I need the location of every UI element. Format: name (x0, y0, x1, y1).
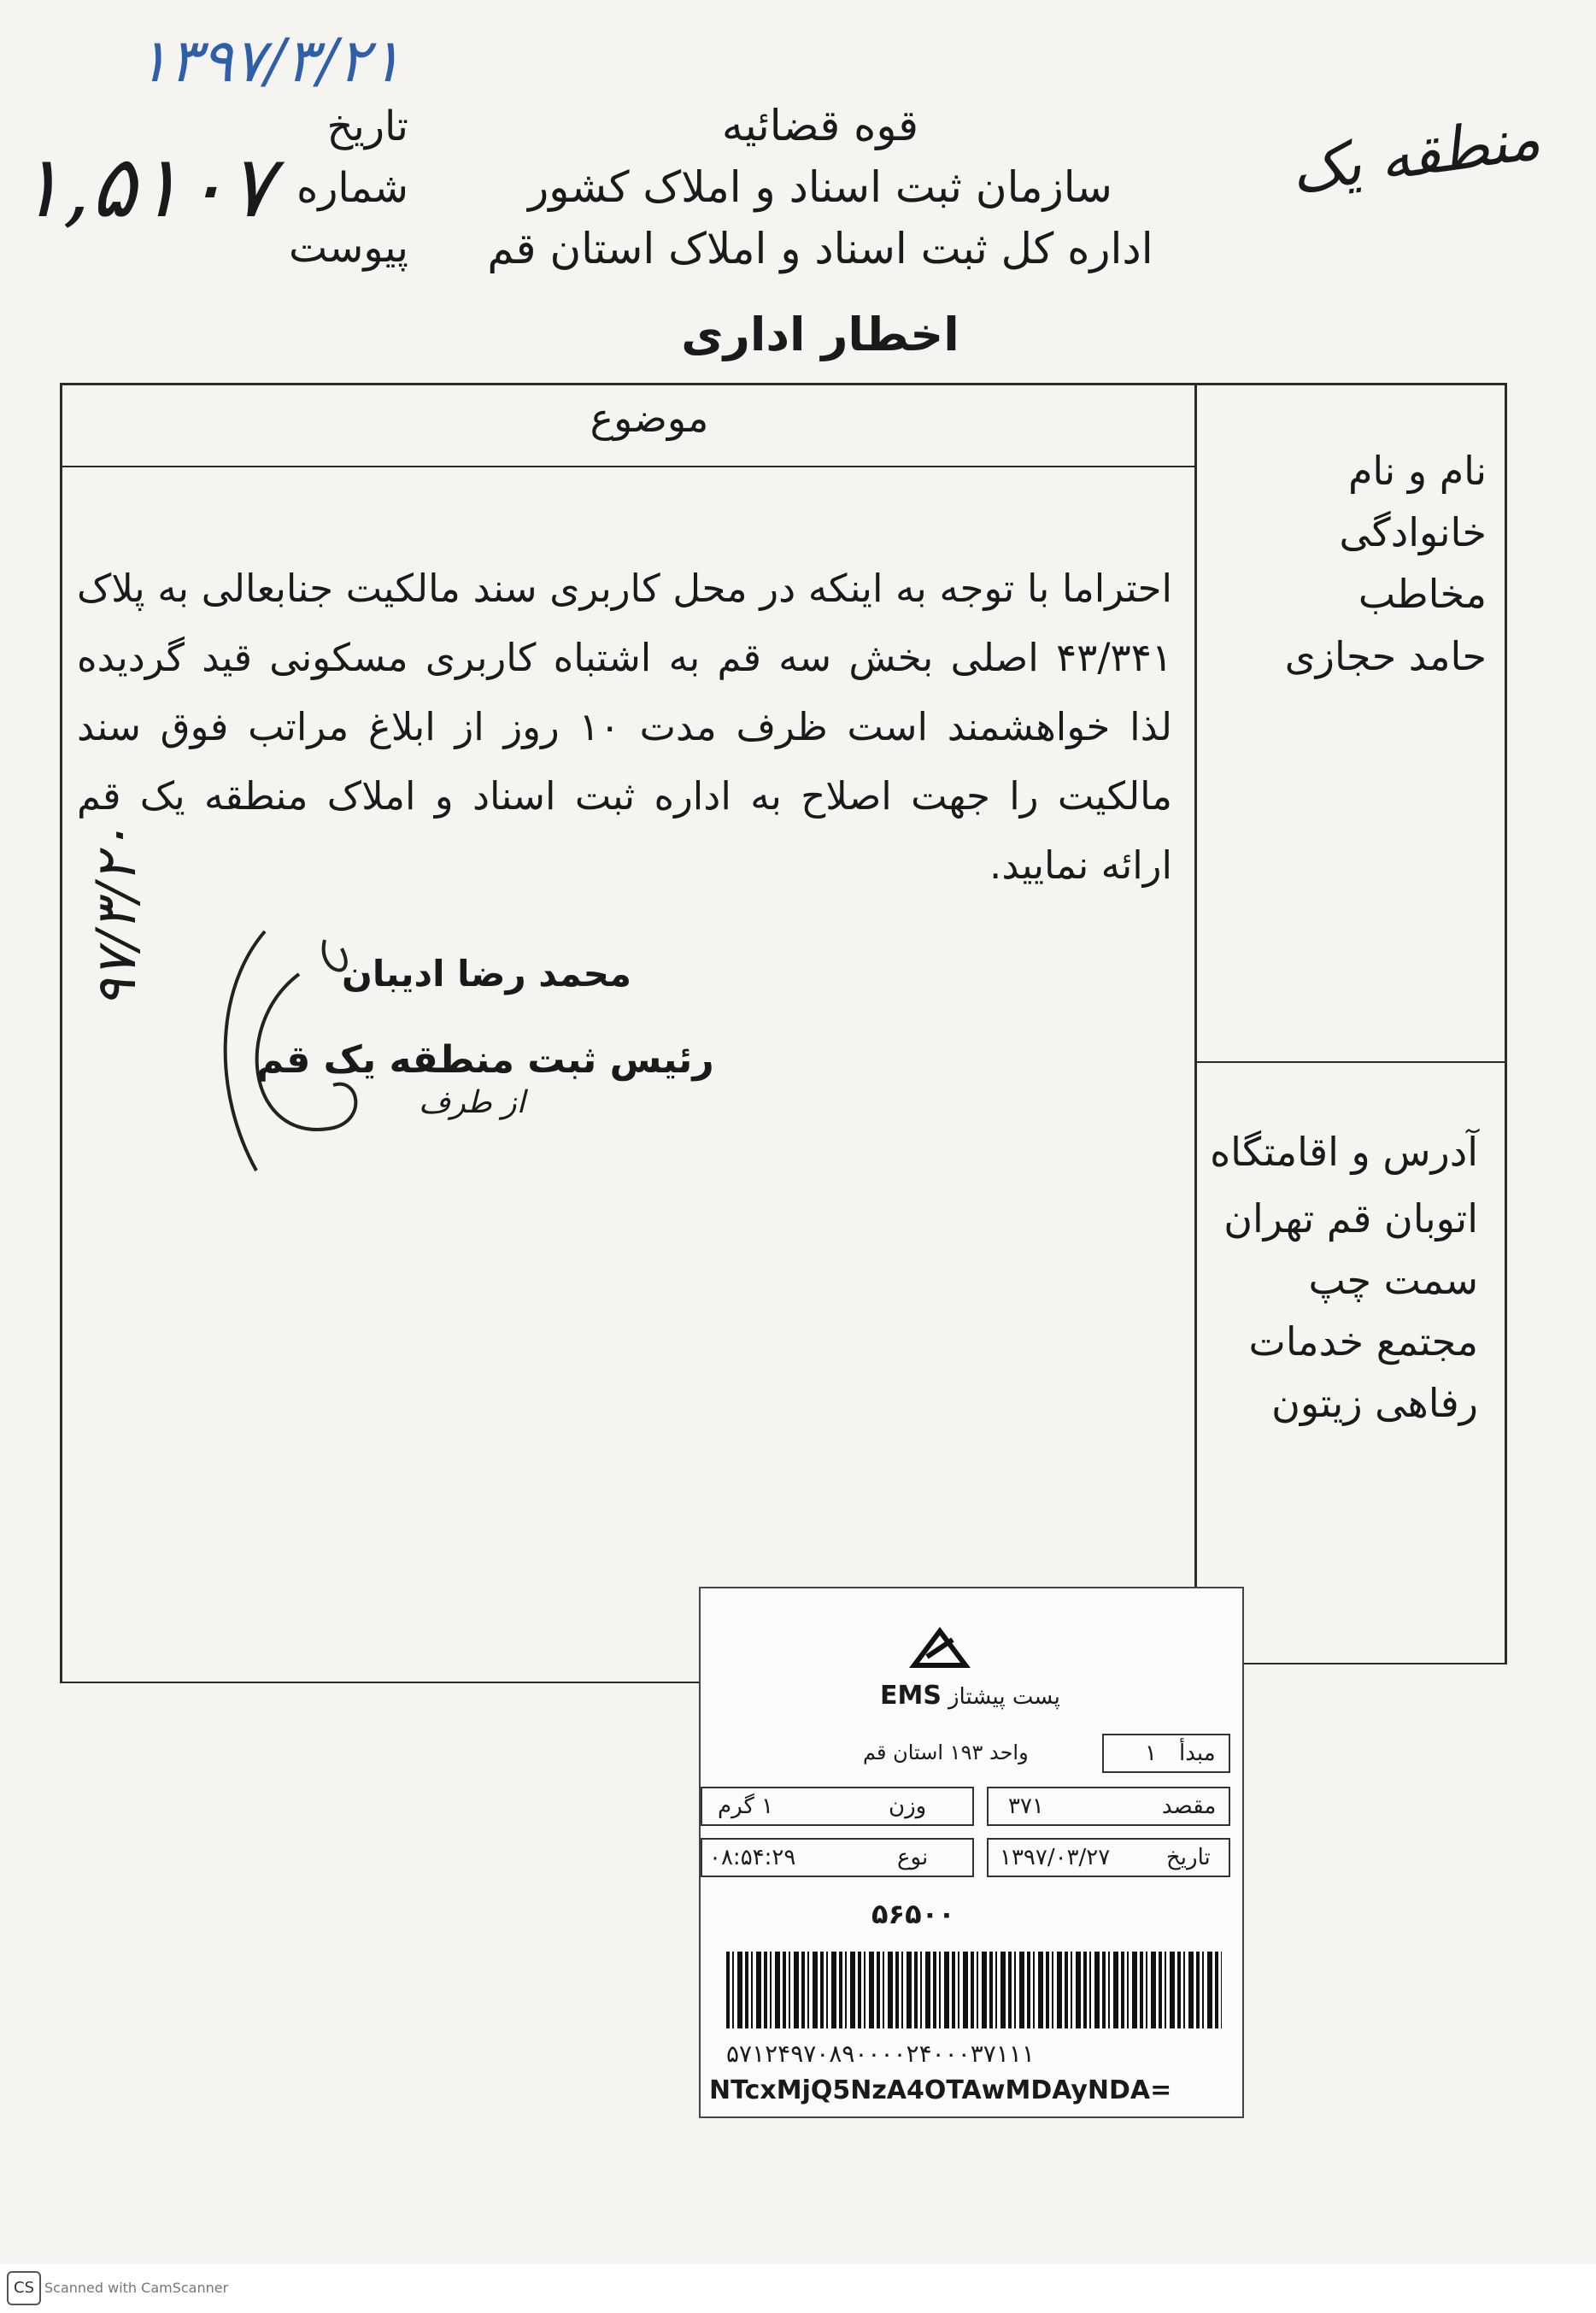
notice-body: احتراما با توجه به اینکه در محل کاربری سند مالکیت جنابعالی به پلاک ۴۳/۳۴۱ اصلی بخش سه قم به اشتباه کاربری مسکونی قید گردیده لذا خواهشمند است ظرف مدت ۱۰ روز از ابلاغ مراتب فوق سند مالکیت را جهت اصلاح به اداره ثبت اسناد و املاک منطقه یک قم ارائه نمایید. (77, 566, 1172, 888)
header-judiciary: قوه قضائیه (721, 101, 919, 150)
attachment-label: پیوست (289, 224, 408, 272)
scanner-footer (0, 2264, 1596, 2313)
stamp-date-value: ۱۳۹۷/۰۳/۲۷ (1000, 1845, 1111, 1870)
ems-postal-stamp (699, 1587, 1244, 2118)
stamp-code: NTcxMjQ5NzA4OTAwMDAyNDA= (709, 2075, 1172, 2105)
subject-label: موضوع (590, 395, 709, 441)
form-bottom-border-left (60, 1682, 701, 1683)
handwritten-margin-note: منطقه یک (1286, 102, 1545, 208)
camscanner-text: Scanned with CamScanner (44, 2280, 229, 2296)
ems-logo-icon (906, 1623, 974, 1674)
stamp-weight-value: ۱ گرم (718, 1793, 774, 1819)
signature-scribble (197, 923, 384, 1179)
handwritten-date: ۱۳۹۷/۳/۲۱ (137, 26, 402, 96)
right-column-divider (1194, 1061, 1505, 1063)
signature-hand-date: ۹۷/۳/۲۰ (85, 825, 149, 1008)
signer-title: رئیس ثبت منطقه یک قم (256, 1038, 714, 1082)
address-line-1: اتوبان قم تهران (1223, 1195, 1478, 1242)
stamp-dest-value: ۳۷۱ (1008, 1793, 1044, 1819)
addressee-name: حامد حجازی (1284, 633, 1487, 679)
stamp-origin-value: ۱ (1145, 1741, 1157, 1766)
form-left-border (60, 383, 62, 1683)
stamp-unit: واحد ۱۹۳ استان قم (863, 1741, 1029, 1764)
stamp-origin-label: مبدأ (1179, 1741, 1216, 1766)
ems-service: پست پیشتاز (948, 1684, 1060, 1710)
header-office: اداره کل ثبت اسناد و املاک استان قم (487, 224, 1153, 273)
addressee-label: نام و نام خانوادگی مخاطب (1339, 448, 1487, 617)
stamp-price: ۵۶۵۰۰ (871, 1898, 955, 1930)
form-right-border (1505, 383, 1507, 1664)
camscanner-badge: CS (7, 2271, 41, 2305)
signature-hand-note: از طرف (419, 1085, 525, 1120)
stamp-tracking-number: ۵۷۱۲۴۹۷۰۸۹۰۰۰۰۲۴۰۰۰۳۷۱۱۱ (726, 2040, 1035, 2068)
form-bottom-border-right (1244, 1663, 1507, 1664)
notice-title: اخطار اداری (681, 308, 959, 361)
signer-name: محمد رضا ادیبان (342, 953, 631, 995)
stamp-barcode (726, 1952, 1222, 2028)
address-line-4: رفاهی زیتون (1271, 1380, 1478, 1426)
ems-brand: EMS (880, 1681, 942, 1711)
address-line-2: سمت چپ (1308, 1257, 1478, 1303)
date-label: تاریخ (326, 103, 408, 150)
number-label: شماره (296, 164, 408, 212)
stamp-date-label: تاریخ (1166, 1845, 1211, 1870)
handwritten-number: ۱,۵۱۰۷ (17, 137, 274, 237)
header-organization: سازمان ثبت اسناد و املاک کشور (528, 162, 1112, 212)
form-top-border (60, 383, 1507, 385)
stamp-time-value: ۰۸:۵۴:۲۹ (709, 1845, 796, 1870)
address-label: آدرس و اقامتگاه (1210, 1129, 1478, 1175)
stamp-dest-label: مقصد (1162, 1793, 1217, 1819)
stamp-weight-label: وزن (889, 1793, 927, 1819)
address-line-3: مجتمع خدمات (1248, 1318, 1478, 1365)
stamp-type-label: نوع (897, 1845, 929, 1870)
subject-divider (60, 466, 1194, 467)
